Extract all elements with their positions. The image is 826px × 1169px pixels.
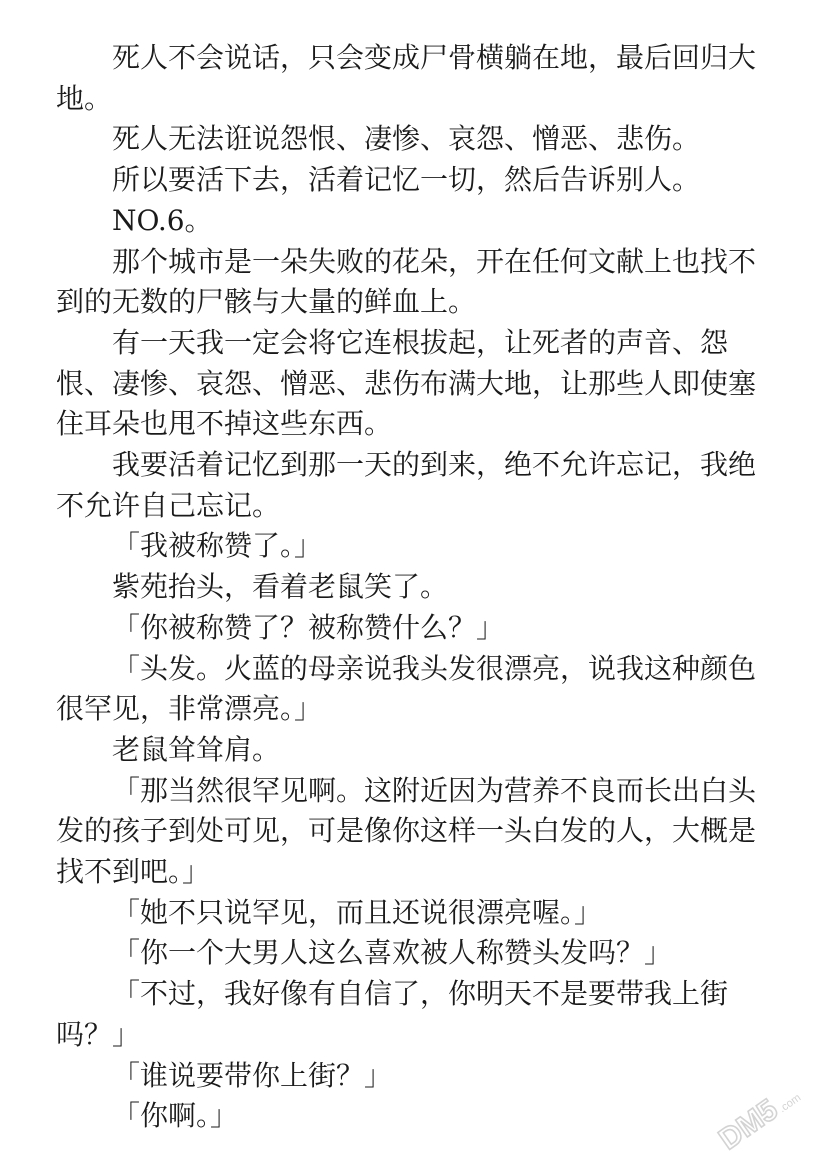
paragraph: 「那当然很罕见啊。这附近因为营养不良而长出白头发的孩子到处可见，可是像你这样一头白发的人，大概是找不到吧。」 bbox=[56, 773, 757, 889]
paragraph: 死人不会说话，只会变成尸骨横躺在地，最后回归大地。 bbox=[56, 41, 757, 115]
paragraph: 「我被称赞了。」 bbox=[112, 529, 323, 563]
paragraph: 我要活着记忆到那一天的到来，绝不允许忘记，我绝不允许自己忘记。 bbox=[56, 448, 757, 522]
paragraph: 「你啊。」 bbox=[112, 1099, 239, 1133]
watermark-text: DM5 bbox=[713, 1092, 784, 1157]
paragraph: 老鼠耸耸肩。 bbox=[112, 732, 281, 766]
paragraph: NO.6。 bbox=[112, 203, 213, 237]
text-body bbox=[56, 38, 756, 1137]
paragraph: 「头发。火蓝的母亲说我头发很漂亮，说我这种颜色很罕见，非常漂亮。」 bbox=[56, 651, 757, 726]
paragraph: 「谁说要带你上街？」 bbox=[112, 1058, 393, 1092]
paragraph: 「她不只说罕见，而且还说很漂亮喔。」 bbox=[112, 895, 603, 929]
paragraph: 「不过，我好像有自信了，你明天不是要带我上街吗？」 bbox=[56, 977, 729, 1051]
paragraph: 「你一个大男人这么喜欢被人称赞头发吗？」 bbox=[112, 936, 673, 970]
paragraph: 紫苑抬头，看着老鼠笑了。 bbox=[112, 570, 449, 604]
paragraph: 「你被称赞了？被称赞什么？」 bbox=[112, 610, 505, 644]
paragraph: 那个城市是一朵失败的花朵，开在任何文献上也找不到的无数的尸骸与大量的鲜血上。 bbox=[56, 244, 757, 319]
paragraph: 死人无法诳说怨恨、凄惨、哀怨、憎恶、悲伤。 bbox=[112, 122, 701, 156]
paragraph: 有一天我一定会将它连根拔起，让死者的声音、怨恨、凄惨、哀怨、憎恶、悲伤布满大地，让那些人即使塞住耳朵也甩不掉这些东西。 bbox=[56, 325, 757, 441]
watermark-suffix: .com bbox=[776, 1091, 804, 1116]
dm5-watermark-logo bbox=[700, 1068, 818, 1158]
paragraph: 所以要活下去，活着记忆一切，然后告诉别人。 bbox=[112, 163, 701, 197]
